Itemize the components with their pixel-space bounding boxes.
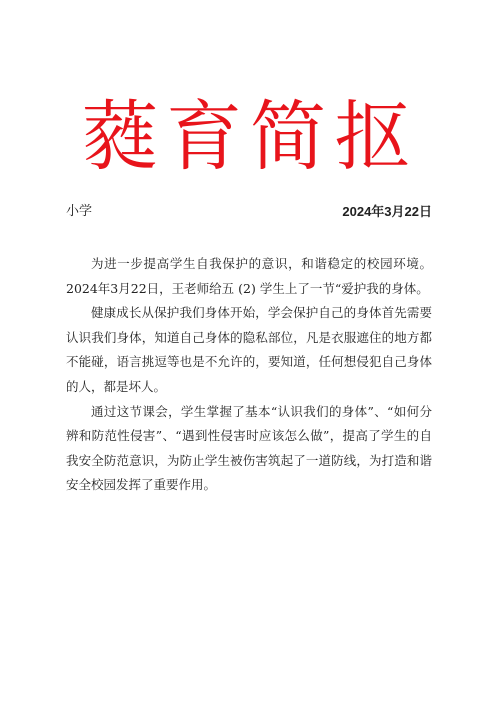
article-paragraph-2: 健康成长从保护我们身体开始，学会保护自己的身体首先需要认识我们身体，知道自己身体的隐私部位，凡是衣服遮住的地方都不能碰，语言挑逗等也是不允许的，要知道，任何想侵犯自己身体的人，都是坏人。 <box>66 305 432 394</box>
report-date: 2024年3月22日 <box>342 204 432 219</box>
article-body <box>66 252 432 498</box>
meta-row <box>66 202 432 222</box>
article-paragraph-3: 通过这节课会，学生掌握了基本“认识我们的身体”、“如何分辨和防范性侵害”、“遇到性侵害时应该怎么做”，提高了学生的自我安全防范意识，为防止学生被伤害筑起了一道防线，为打造和谐安全校园发挥了重要作用。 <box>66 403 432 493</box>
masthead-title: 蕤育简抠 <box>82 92 418 181</box>
school-name: 小学 <box>66 204 93 219</box>
article-paragraph-1: 为进一步提高学生自我保护的意识，和谐稳定的校园环境。2024年3月22日，王老师给五 (2) 学生上了一节“爱护我的身体。 <box>66 256 432 296</box>
